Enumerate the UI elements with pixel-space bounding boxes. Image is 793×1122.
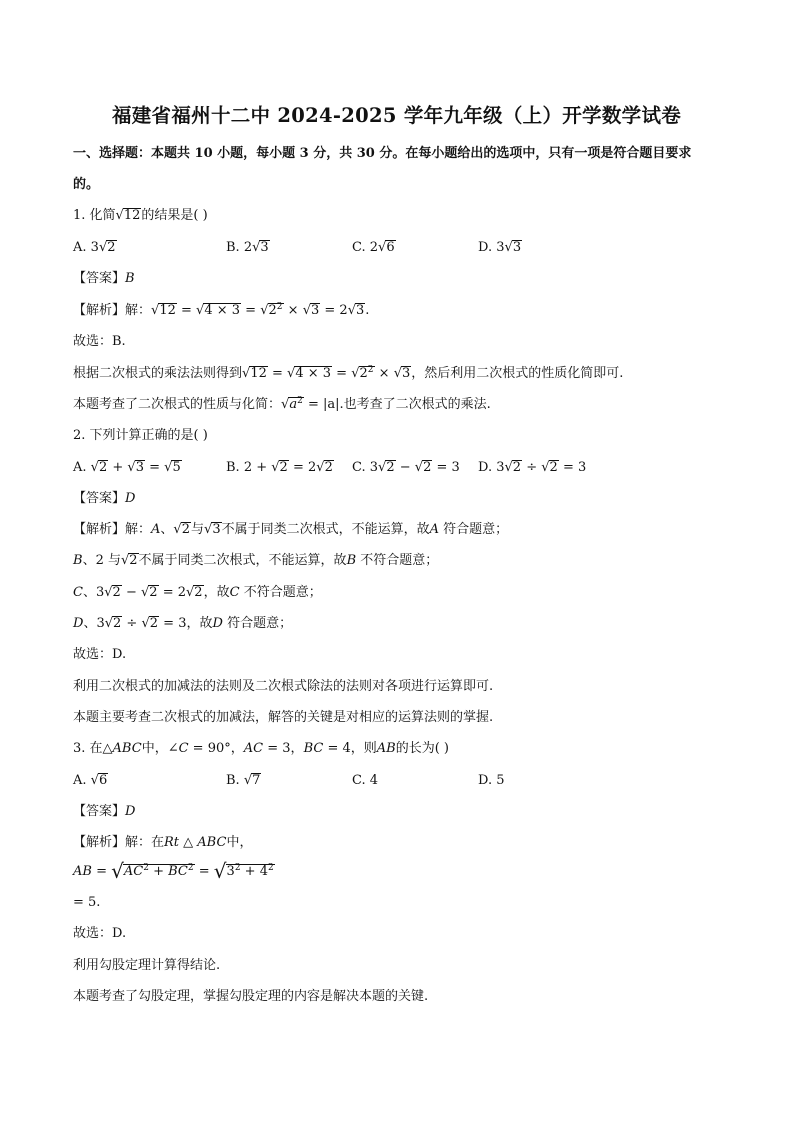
q2-option-b: B. 2 + √2 = 2√2: [226, 460, 333, 475]
q2-analysis-d: D、3√2 ÷ √2 = 3，故D 符合题意；: [73, 616, 293, 631]
q3-option-d: D. 5: [478, 773, 505, 788]
document-title: 福建省福州十二中 2024-2025 学年九年级（上）开学数学试卷: [111, 104, 682, 127]
q2-option-d: D. 3√2 ÷ √2 = 3: [478, 460, 587, 475]
q3-answer: 【答案】D: [73, 804, 136, 819]
q2-stem: 2. 下列计算正确的是( ): [73, 428, 208, 443]
q3-equation: AB = $√AC^2 + BC^2 = √3^2 + 4^2$: [73, 859, 274, 883]
q3-option-b: B. √7: [226, 773, 261, 788]
q1-analysis: 【解析】解：$√12 = √4 \times 3 = √2^2 \times √3 = 2√3$.: [73, 302, 370, 318]
q1-option-a: A. 3√2: [73, 240, 116, 255]
q2-analysis-a: 【解析】解：A、√2与√3不属于同类二次根式，不能运算，故A 符合题意；: [73, 522, 509, 537]
q3-option-c: C. 4: [352, 773, 379, 788]
q2-review: 本题主要考查二次根式的加减法，解答的关键是对相应的运算法则的掌握.: [73, 710, 494, 725]
q3-equation-result: = 5.: [73, 895, 101, 910]
section-heading-line2: 的。: [73, 177, 100, 192]
q3-stem: 3. 在△ABC中，∠C = 90°，AC = 3，BC = 4，则AB的长为( ): [73, 741, 449, 756]
q1-method: 根据二次根式的乘法法则得到$√12 = √4 \times 3 = √2^2 \times √3$，然后利用二次根式的性质化简即可.: [73, 365, 624, 381]
q1-choose: 故选：B.: [73, 334, 126, 349]
q1-answer: 【答案】B: [73, 271, 135, 286]
q2-analysis-c: C、3√2 − √2 = 2√2，故C 不符合题意；: [73, 585, 322, 600]
q1-option-c: C. 2√6: [352, 240, 395, 255]
q1-stem: 1. 化简√12的结果是( ): [73, 208, 208, 223]
q2-choose: 故选：D.: [73, 647, 127, 662]
q1-option-b: B. 2√3: [226, 240, 269, 255]
q3-review: 本题考查了勾股定理，掌握勾股定理的内容是解决本题的关键.: [73, 989, 429, 1004]
q1-review: 本题考查了二次根式的性质与化简：$√a^2 = |a|$.也考查了二次根式的乘法.: [73, 396, 491, 412]
section-heading-line1: 一、选择题：本题共 10 小题，每小题 3 分，共 30 分。在每小题给出的选项中，只有一项是符合题目要求: [73, 146, 692, 161]
q3-choose: 故选：D.: [73, 926, 127, 941]
q2-method: 利用二次根式的加减法的法则及二次根式除法的法则对各项进行运算即可.: [73, 679, 494, 694]
q3-option-a: A. √6: [73, 773, 108, 788]
q2-option-c: C. 3√2 − √2 = 3: [352, 460, 460, 475]
q2-answer: 【答案】D: [73, 491, 136, 506]
q3-analysis: 【解析】解：在Rt △ ABC中，: [73, 835, 253, 850]
q2-option-a: A. √2 + √3 = √5: [73, 460, 181, 475]
q3-method: 利用勾股定理计算得结论.: [73, 958, 221, 973]
q2-analysis-b: B、2 与√2不属于同类二次根式，不能运算，故B 不符合题意；: [73, 553, 439, 568]
q1-option-d: D. 3√3: [478, 240, 522, 255]
